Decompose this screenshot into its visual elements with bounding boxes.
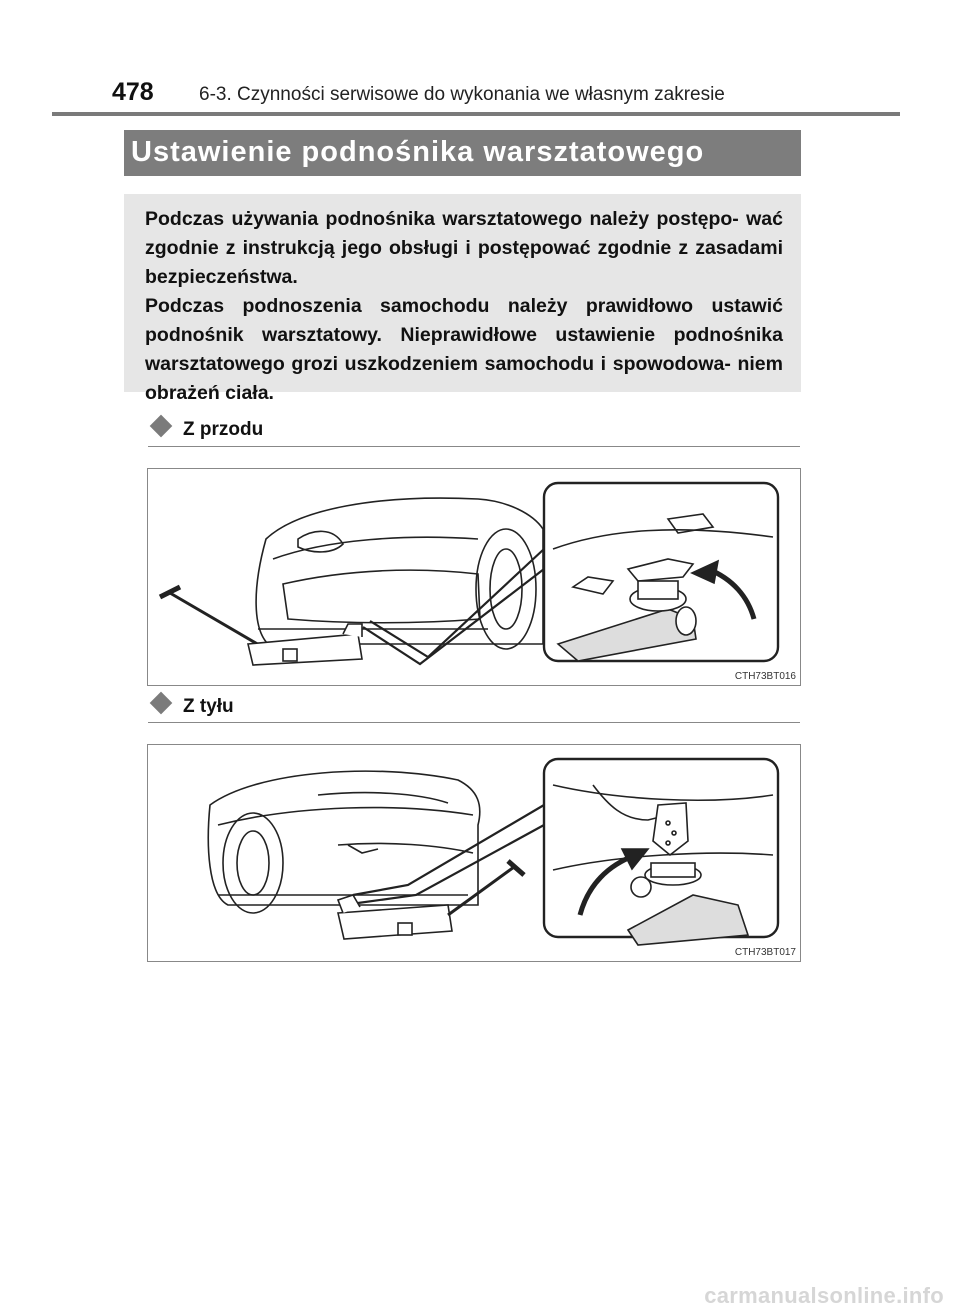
section-heading: 6-3. Czynności serwisowe do wykonania we własnym zakresie	[199, 84, 725, 105]
info-text	[145, 205, 783, 408]
info-paragraph-1: Podczas używania podnośnika warsztatowego należy postępo- wać zgodnie z instrukcją jego obsługi i postępować zgodnie z zasadami bezpieczeństwa.	[145, 208, 783, 288]
diamond-icon	[150, 415, 173, 438]
subhead-front-label: Z przodu	[183, 419, 264, 440]
subhead-front	[153, 418, 263, 441]
rear-jack-illustration	[148, 745, 800, 961]
page-number: 478	[112, 78, 154, 106]
watermark: carmanualsonline.info	[704, 1283, 944, 1308]
page-title: Ustawienie podnośnika warsztatowego	[131, 136, 705, 168]
subhead-front-divider	[148, 446, 800, 447]
subhead-rear-label: Z tyłu	[183, 696, 234, 717]
subhead-rear-divider	[148, 722, 800, 723]
diamond-icon	[150, 692, 173, 715]
subhead-rear	[153, 695, 234, 718]
rear-figure-code: CTH73BT017	[734, 947, 796, 958]
info-paragraph-2: Podczas podnoszenia samochodu należy prawidłowo ustawić podnośnik warsztatowy. Nieprawidłowe ustawienie podnośnika warsztatowego grozi uszkodzeniem samochodu i spowodowa- niem obrażeń ciała.	[145, 295, 783, 404]
front-figure-code: CTH73BT016	[734, 671, 796, 682]
front-jack-illustration	[148, 469, 800, 685]
rear-jack-figure	[147, 744, 801, 962]
front-jack-figure	[147, 468, 801, 686]
header-divider	[52, 112, 900, 116]
